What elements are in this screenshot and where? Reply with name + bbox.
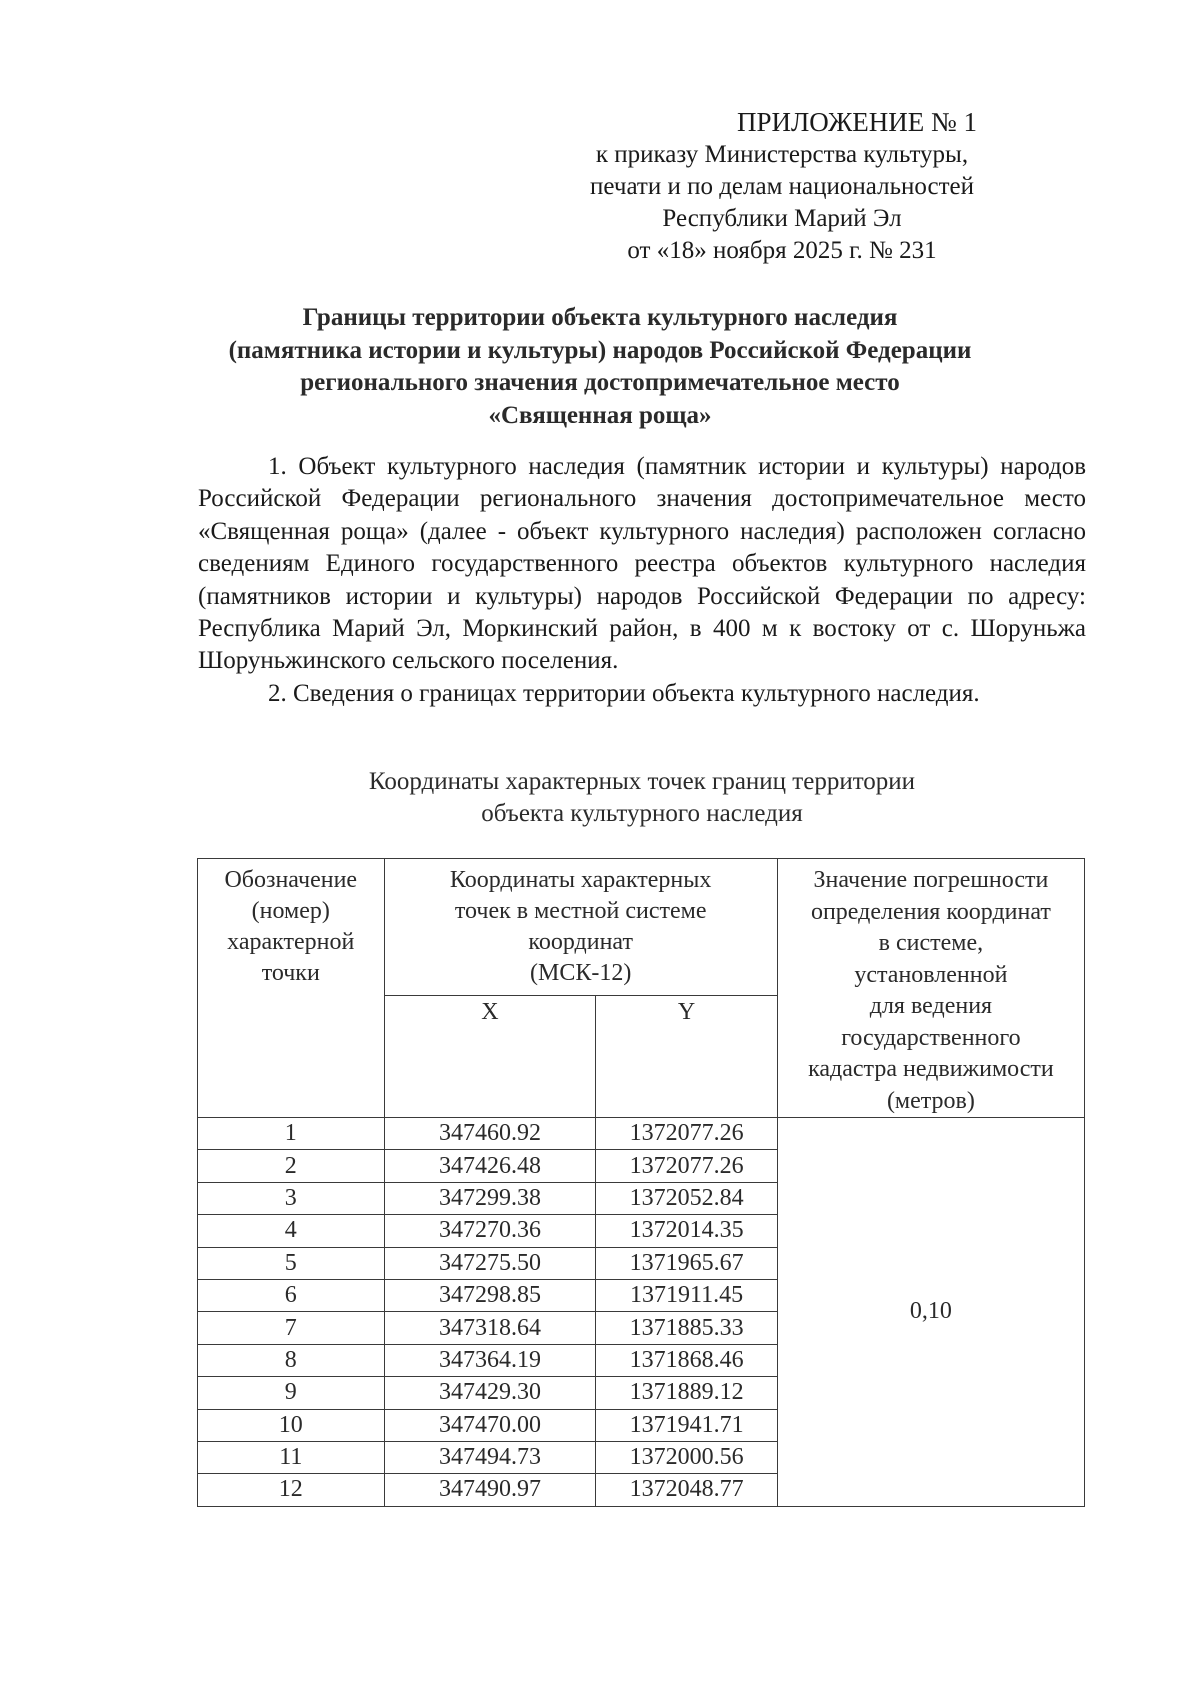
- point-number: 4: [198, 1215, 385, 1247]
- header-text: точек в местной системе: [454, 898, 707, 924]
- coord-x: 347318.64: [384, 1312, 596, 1344]
- coord-y: 1371965.67: [596, 1247, 777, 1279]
- paragraph-boundaries: 2. Сведения о границах территории объекта культурного наследия.: [268, 679, 980, 707]
- header-text: кадастра недвижимости: [808, 1056, 1054, 1082]
- point-number: 6: [198, 1279, 385, 1311]
- error-value: 0,10: [777, 1118, 1084, 1507]
- coord-y: 1371941.71: [596, 1409, 777, 1441]
- header-error-value: [777, 859, 1084, 1118]
- point-number: 1: [198, 1118, 385, 1150]
- point-number: 10: [198, 1409, 385, 1441]
- header-text: определения координат: [810, 898, 1051, 925]
- coord-x: 347470.00: [384, 1409, 596, 1441]
- caption-line: Координаты характерных точек границ территории: [368, 768, 916, 795]
- coord-x: 347270.36: [384, 1215, 596, 1247]
- header-text: государственного: [841, 1024, 1021, 1051]
- point-number: 2: [198, 1150, 385, 1182]
- coord-y: 1372048.77: [596, 1474, 777, 1506]
- point-number: 8: [198, 1344, 385, 1376]
- point-number: 7: [198, 1312, 385, 1344]
- point-number: 3: [198, 1182, 385, 1214]
- appendix-order-date: от «18» ноября 2025 г. № 231: [627, 237, 937, 264]
- appendix-line: печати и по делам национальностей: [590, 173, 974, 200]
- header-text: для ведения: [869, 993, 993, 1019]
- heading-line: (памятника истории и культуры) народов Российской Федерации: [228, 336, 972, 364]
- header-coordinates: [384, 859, 777, 996]
- coord-x: 347494.73: [384, 1441, 596, 1473]
- coord-x: 347298.85: [384, 1279, 596, 1311]
- document-heading: [120, 302, 1080, 432]
- coord-y: 1372014.35: [596, 1215, 777, 1247]
- body-text: [198, 451, 1086, 710]
- appendix-title: ПРИЛОЖЕНИЕ № 1: [736, 107, 978, 137]
- coord-y: 1371889.12: [596, 1377, 777, 1409]
- coord-y: 1371885.33: [596, 1312, 777, 1344]
- coord-x: 347426.48: [384, 1150, 596, 1182]
- heading-line: Границы территории объекта культурного наследия: [302, 304, 898, 331]
- coord-x: 347460.92: [384, 1118, 596, 1150]
- coord-x: 347490.97: [384, 1474, 596, 1506]
- paragraph-location: 1. Объект культурного наследия (памятник истории и культуры) народов Российской Федерации регионального значения достопримечательное место «Священная роща» (далее - объект культурного наследия) расположен согласно сведениям Единого государственного реестра объектов культурного наследия (памятников истории и культуры) народов Российской Федерации по адресу: Республика Марий Эл, Моркинский район, в 400 м к востоку от с. Шоруньжа Шоруньжинского сельского поселения.: [198, 453, 1086, 675]
- coord-x: 347275.50: [384, 1247, 596, 1279]
- table-row: [198, 1118, 1085, 1150]
- header-text: координат: [528, 929, 633, 955]
- table-caption: [198, 766, 1086, 830]
- coord-x: 347299.38: [384, 1182, 596, 1214]
- caption-line: объекта культурного наследия: [481, 800, 803, 827]
- header-text: Значение погрешности: [813, 867, 1049, 893]
- coord-x: 347429.30: [384, 1377, 596, 1409]
- appendix-block: [542, 106, 1022, 267]
- heading-line: «Священная роща»: [488, 401, 712, 429]
- point-number: 9: [198, 1377, 385, 1409]
- header-y: Y: [596, 996, 777, 1118]
- coord-y: 1371868.46: [596, 1344, 777, 1376]
- header-text: Координаты характерных: [449, 867, 712, 893]
- heading-line: регионального значения достопримечательное место: [300, 369, 900, 396]
- header-point-number: [198, 859, 385, 1118]
- coordinates-table: [197, 858, 1085, 1507]
- coord-y: 1372077.26: [596, 1150, 777, 1182]
- point-number: 12: [198, 1474, 385, 1506]
- coord-y: 1372052.84: [596, 1182, 777, 1214]
- point-number: 5: [198, 1247, 385, 1279]
- header-text: (метров): [886, 1087, 975, 1114]
- coord-y: 1372000.56: [596, 1441, 777, 1473]
- header-x: X: [384, 996, 596, 1118]
- header-text: характерной: [227, 929, 355, 955]
- appendix-line: Республики Марий Эл: [662, 205, 902, 232]
- coord-y: 1372077.26: [596, 1118, 777, 1150]
- point-number: 11: [198, 1441, 385, 1473]
- header-text: установленной: [854, 961, 1008, 988]
- header-text: точки: [261, 960, 320, 986]
- header-text: Обозначение: [224, 867, 358, 893]
- header-text: в системе,: [878, 930, 984, 956]
- coord-y: 1371911.45: [596, 1279, 777, 1311]
- coord-x: 347364.19: [384, 1344, 596, 1376]
- appendix-line: к приказу Министерства культуры,: [595, 141, 969, 168]
- header-text: (МСК-12): [530, 960, 632, 986]
- header-text: (номер): [251, 898, 330, 924]
